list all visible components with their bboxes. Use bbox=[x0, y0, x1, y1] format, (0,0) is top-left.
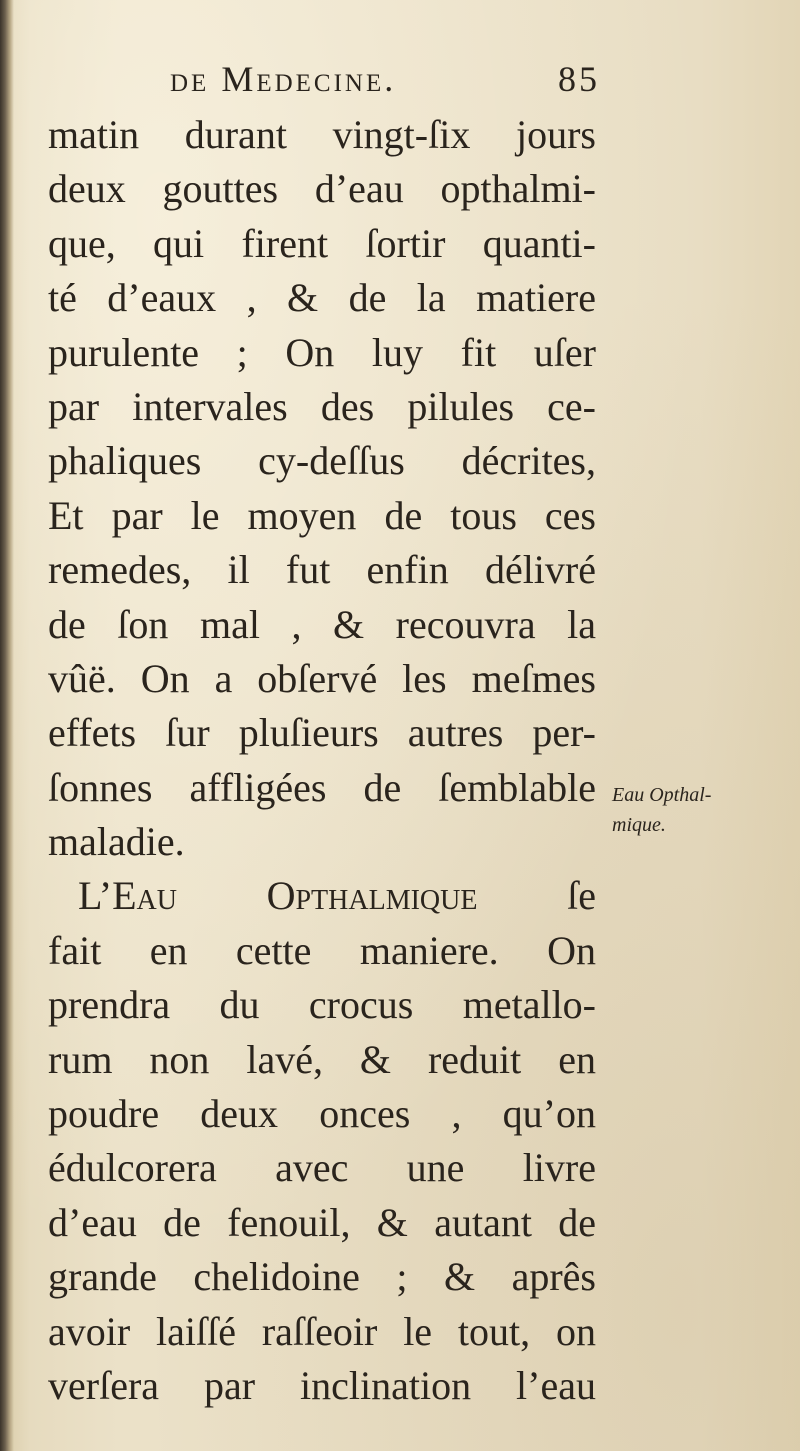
text-line: par intervales des pilules ce- bbox=[48, 383, 596, 429]
running-head-title: de Medecine. bbox=[170, 59, 397, 99]
text-line: de ſon mal , & recouvra la bbox=[48, 601, 596, 647]
section-heading: L’Eau Opthalmique bbox=[78, 873, 478, 919]
margin-note-line: Eau Opthal- bbox=[612, 784, 712, 806]
margin-note bbox=[612, 780, 792, 840]
text-line: maladie. bbox=[48, 819, 185, 865]
text-line: té d’eaux , & de la matiere bbox=[48, 275, 596, 321]
section-heading-line bbox=[48, 869, 596, 923]
text-line: phaliques cy-deſſus décrites, bbox=[48, 438, 596, 484]
text-line: poudre deux onces , qu’on bbox=[48, 1091, 596, 1137]
text-line: purulente ; On luy fit uſer bbox=[48, 329, 596, 375]
text-line: avoir laiſſé raſſeoir le tout, on bbox=[48, 1308, 596, 1354]
text-line: effets ſur pluſieurs autres per- bbox=[48, 710, 596, 756]
text-line: remedes, il fut enfin délivré bbox=[48, 547, 596, 593]
text-line: Et par le moyen de tous ces bbox=[48, 492, 596, 538]
text-line: verſera par inclination l’eau bbox=[48, 1362, 596, 1408]
text-line: grande chelidoine ; & aprês bbox=[48, 1254, 596, 1300]
margin-note-line: mique. bbox=[612, 814, 666, 836]
text-line: prendra du crocus metallo- bbox=[48, 982, 596, 1028]
page-number: 85 bbox=[558, 59, 600, 99]
text-line: fait en cette maniere. On bbox=[48, 927, 596, 973]
text-line: que, qui firent ſortir quanti- bbox=[48, 220, 596, 266]
text-line: édulcorera avec une livre bbox=[48, 1145, 596, 1191]
text-line: matin durant vingt-ſix jours bbox=[48, 112, 596, 157]
heading-continuation: ſe bbox=[567, 873, 596, 919]
running-head bbox=[170, 58, 600, 106]
body-text bbox=[48, 108, 596, 1413]
text-line: deux gouttes d’eau opthalmi- bbox=[48, 166, 596, 212]
text-line: d’eau de fenouil, & autant de bbox=[48, 1199, 596, 1245]
text-line: ſonnes affligées de ſemblable bbox=[48, 764, 596, 810]
text-line: vûë. On a obſervé les meſmes bbox=[48, 655, 596, 701]
text-line: rum non lavé, & reduit en bbox=[48, 1036, 596, 1082]
